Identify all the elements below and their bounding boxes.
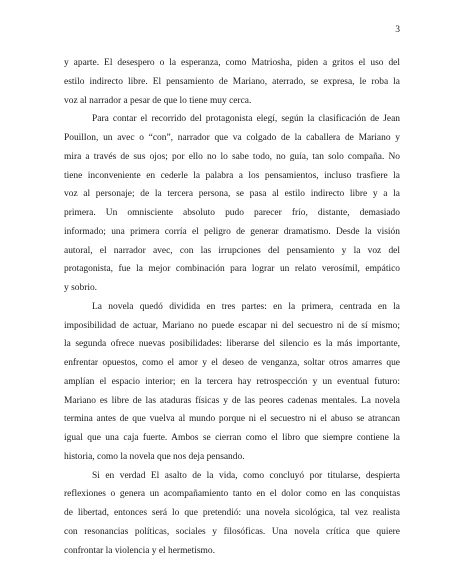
text-line: informado; una primera corría el peligro de generar dramatismo. Desde la visión — [64, 226, 400, 237]
text-line: protagonista, fue la mejor combinación para lograr un relato verosímil, empático — [64, 264, 400, 275]
text-line: voz al narrador a pesar de que lo tiene muy cerca. — [64, 95, 252, 106]
text-line: la segunda ofrece nuevas posibilidades: liberarse del silencio es la más importante, — [64, 339, 400, 350]
text-line: reflexiones o genera un acompañamiento tanto en el dolor como en las conquistas — [64, 489, 400, 500]
text-line: y sobrio. — [64, 283, 98, 293]
text-line: Para contar el recorrido del protagonista elegí, según la clasificación de Jean — [92, 114, 400, 125]
text-line: voz al personaje; de la tercera persona, se pasa al estilo indirecto libre y a la — [64, 189, 400, 200]
text-line: Pouillon, un avec o “con”, narrador que va colgado de la caballera de Mariano y — [64, 133, 400, 143]
body-text — [64, 54, 400, 560]
text-line: La novela quedó dividida en tres partes: en la primera, centrada en la — [92, 301, 400, 312]
text-line: con resonancias políticas, sociales y filosóficas. Una novela crítica que quiere — [64, 526, 400, 537]
text-line: imposibilidad de actuar, Mariano no puede escapar ni del secuestro ni de sí mismo; — [64, 320, 400, 331]
text-line: de libertad, entonces será lo que pretendió: una novela sicológica, tal vez realista — [64, 508, 400, 518]
text-line: mira a través de sus ojos; por ello no lo sabe todo, no guía, tan solo compaña. No — [64, 151, 400, 162]
paragraph-3 — [64, 298, 400, 467]
text-line: estilo indirecto libre. El pensamiento de Mariano, aterrado, se expresa, le roba la — [64, 76, 400, 87]
text-line: confrontar la violencia y el hermetismo. — [64, 545, 215, 556]
paragraph-2 — [64, 110, 400, 298]
paragraph-1 — [64, 54, 400, 110]
text-line: termina antes de que vuelva al mundo porque ni el secuestro ni el abuso se atrancan — [64, 414, 400, 425]
text-line: autoral, el narrador avec, con las irrupciones del pensamiento y la voz del — [64, 245, 400, 256]
page-number: 3 — [395, 25, 400, 35]
text-line: tiene inconveniente en cederle la palabra a los pensamientos, incluso trasfiere la — [64, 170, 400, 181]
text-line: amplían el espacio interior; en la tercera hay retrospección y un eventual futuro: — [64, 376, 400, 387]
text-line: y aparte. El desespero o la esperanza, como Matriosha, piden a gritos el uso del — [64, 58, 400, 68]
text-line: Mariano es libre de las ataduras físicas y de las peores cadenas mentales. La novela — [64, 395, 400, 406]
paragraph-4 — [64, 467, 400, 561]
text-line: igual que una caja fuerte. Ambos se cierran como el libro que siempre contiene la — [64, 433, 400, 443]
text-line: enfrentar opuestos, como el amor y el deseo de venganza, soltar otros amarres que — [64, 358, 400, 368]
text-line: historia, como la novela que nos deja pensando. — [64, 451, 245, 462]
text-line: primera. Un omnisciente absoluto pudo parecer frío, distante, demasiado — [64, 208, 400, 218]
text-line: Si en verdad El asalto de la vida, como concluyó por titularse, despierta — [92, 470, 400, 481]
